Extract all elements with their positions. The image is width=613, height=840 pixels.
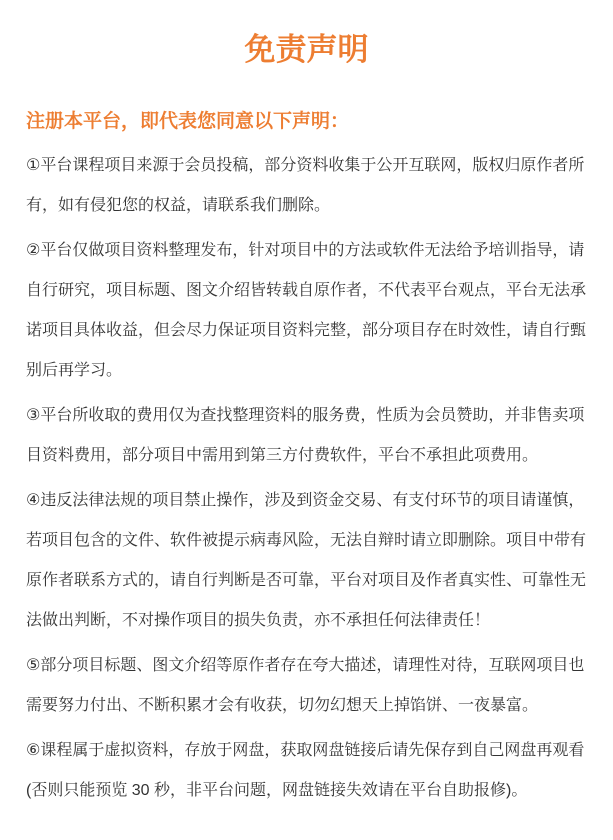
- disclaimer-clause-4: ④违反法律法规的项目禁止操作，涉及到资金交易、有支付环节的项目请谨慎，若项目包含的文件、软件被提示病毒风险，无法自辩时请立即删除。项目中带有原作者联系方式的，请自行判断是否可靠，平台对项目及作者真实性、可靠性无法做出判断，不对操作项目的损失负责，亦不承担任何法律责任！: [26, 492, 587, 629]
- disclaimer-clause-2: ②平台仅做项目资料整理发布，针对项目中的方法或软件无法给予培训指导，请自行研究，项目标题、图文介绍皆转载自原作者，不代表平台观点，平台无法承诺项目具体收益，但会尽力保证项目资料完整，部分项目存在时效性，请自行甄别后再学习。: [26, 242, 587, 379]
- disclaimer-body: [26, 102, 592, 811]
- disclaimer-clause-3: ③平台所收取的费用仅为查找整理资料的服务费，性质为会员赞助，并非售卖项目资料费用，部分项目中需用到第三方付费软件，平台不承担此项费用。: [26, 407, 585, 464]
- page-title: 免责声明: [244, 32, 369, 67]
- disclaimer-clause-1: ①平台课程项目来源于会员投稿，部分资料收集于公开互联网，版权归原作者所有，如有侵犯您的权益，请联系我们删除。: [26, 157, 585, 214]
- disclaimer-clause-5: ⑤部分项目标题、图文介绍等原作者存在夸大描述，请理性对待，互联网项目也需要努力付出、不断积累才会有收获，切勿幻想天上掉馅饼、一夜暴富。: [26, 657, 585, 714]
- disclaimer-clause-6: ⑥课程属于虚拟资料，存放于网盘，获取网盘链接后请先保存到自己网盘再观看(否则只能预览 30 秒，非平台问题，网盘链接失效请在平台自助报修)。: [26, 742, 585, 799]
- intro-statement: 注册本平台，即代表您同意以下声明：: [26, 111, 350, 132]
